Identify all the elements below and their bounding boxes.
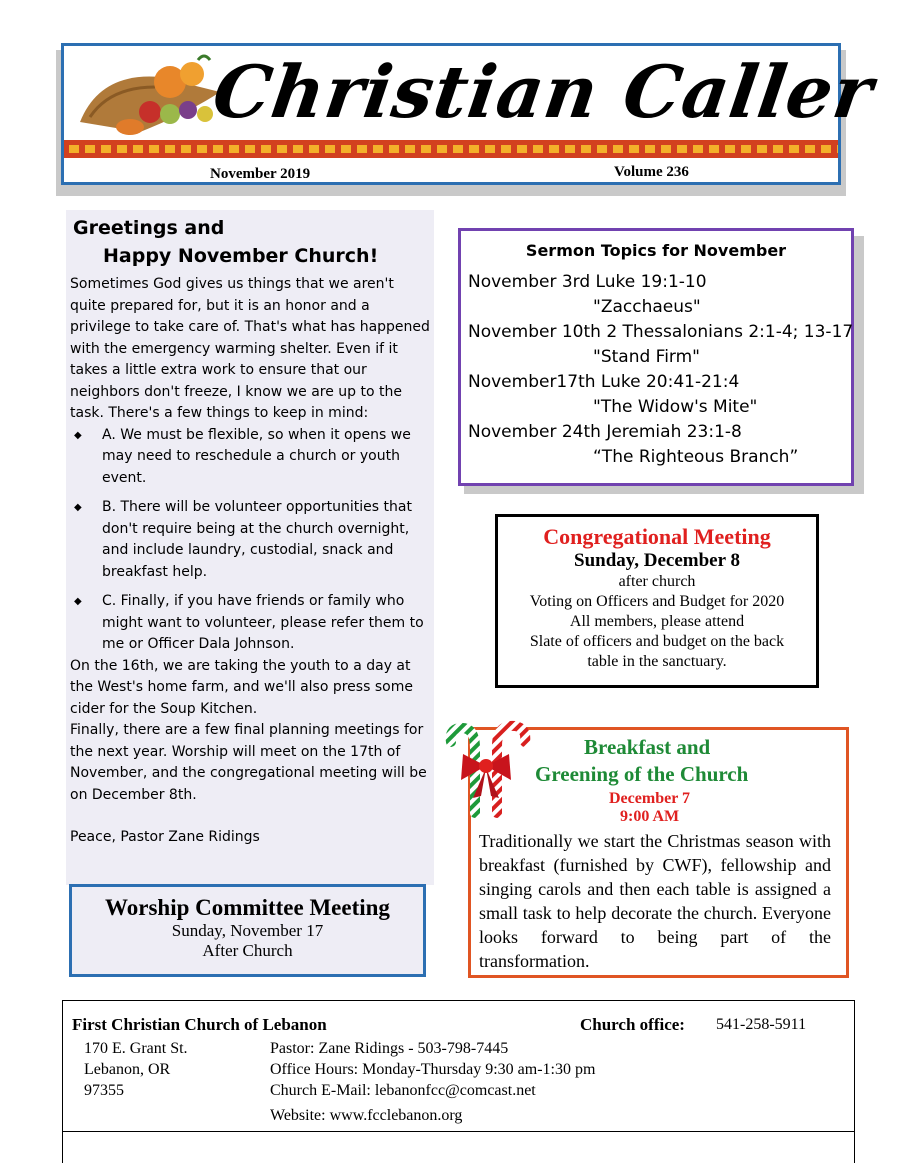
greeting-paragraph: On the 16th, we are taking the youth to a day at the West's home farm, and we'll also press some cider for the Soup Kitchen.	[70, 657, 413, 717]
sermon-topics-box	[458, 228, 854, 486]
volume-number: Volume 236	[614, 164, 689, 180]
greeting-article	[70, 214, 430, 849]
sermon-topic: "The Widow's Mite"	[593, 397, 758, 417]
office-phone-label: Church office:	[580, 1015, 685, 1034]
breakfast-date: December 7	[609, 790, 690, 807]
sermon-reference: November 3rd Luke 19:1-10	[468, 272, 707, 292]
congregational-meeting-title: Congregational Meeting	[543, 524, 771, 549]
diamond-bullet-icon: ◆	[74, 502, 82, 513]
church-website: Website: www.fcclebanon.org	[270, 1107, 463, 1124]
sermon-topic: "Stand Firm"	[593, 347, 700, 367]
issue-date: November 2019	[210, 166, 311, 182]
cornucopia-icon	[70, 52, 222, 142]
sermon-list	[461, 270, 854, 470]
greeting-signoff: Peace, Pastor Zane Ridings	[70, 829, 260, 845]
diamond-bullet-icon: ◆	[74, 596, 82, 607]
sermon-reference: November 24th Jeremiah 23:1-8	[468, 422, 742, 442]
greeting-title: Greetings and	[73, 217, 225, 239]
breakfast-description: Traditionally we start the Christmas season with breakfast (furnished by CWF), fellowship and singing carols and then each table is assigned a small task to help decorate the church. Everyone looks forward to being part of the transformation.	[479, 831, 831, 971]
footer-divider	[62, 1131, 855, 1132]
office-phone: 541-258-5911	[716, 1016, 807, 1033]
congregational-meeting-date: Sunday, December 8	[574, 550, 740, 571]
masthead-title: Christian Caller	[208, 49, 879, 134]
diamond-bullet-icon: ◆	[74, 429, 82, 441]
office-hours: Office Hours: Monday-Thursday 9:30 am-1:30 pm	[270, 1061, 596, 1078]
greeting-paragraph: Finally, there are a few final planning meetings for the next year. Worship will meet on the 17th of November, and the congregational meeting will be on December 8th.	[70, 722, 427, 803]
greeting-intro: Sometimes God gives us things that we aren't quite prepared for, but it is an honor and a privilege to take care of. That's what has happened with the emergency warming shelter. Even if it takes a little extra work to ensure that our neighbors don't freeze, I know we are up to the task. There's a few things to keep in mind:	[70, 276, 430, 421]
worship-meeting-time: After Church	[202, 941, 293, 960]
list-item: ◆ C. Finally, if you have friends or family who might want to volunteer, please refer them to me or Officer Dala Johnson.	[70, 591, 430, 656]
masthead	[61, 43, 879, 185]
church-email: Church E-Mail: lebanonfcc@comcast.net	[270, 1082, 536, 1099]
worship-meeting-box	[69, 884, 426, 977]
sermon-reference: November17th Luke 20:41-21:4	[468, 372, 740, 392]
sermon-reference: November 10th 2 Thessalonians 2:1-4; 13-17	[468, 322, 854, 342]
greeting-subtitle: Happy November Church!	[103, 245, 379, 267]
breakfast-title: Breakfast and	[584, 735, 711, 759]
breakfast-time: 9:00 AM	[620, 808, 680, 825]
candy-cane-bow-icon	[445, 718, 535, 818]
church-name: First Christian Church of Lebanon	[72, 1015, 327, 1034]
breakfast-subtitle: Greening of the Church	[535, 762, 749, 786]
church-contacts	[270, 1038, 595, 1101]
sermon-topic: "Zacchaeus"	[593, 297, 701, 317]
worship-meeting-date: Sunday, November 17	[171, 921, 324, 940]
sermon-title: Sermon Topics for November	[525, 241, 787, 260]
worship-meeting-title: Worship Committee Meeting	[105, 895, 390, 920]
pastor-contact: Pastor: Zane Ridings - 503-798-7445	[270, 1040, 509, 1057]
film-strip-border	[64, 140, 838, 158]
congregational-meeting-box: Congregational Meeting Sunday, December 8 after church Voting on Officers and Budget for 2020 All members, please attend Slate of officers and budget on the back table in the sanctuary.	[495, 514, 819, 688]
list-item: ◆ A. We must be flexible, so when it opens we may need to reschedule a church or youth event.	[70, 425, 430, 490]
sermon-topic: “The Righteous Branch”	[593, 447, 799, 467]
list-item: ◆ B. There will be volunteer opportunities that don't require being at the church overnight, and include laundry, custodial, snack and breakfast help.	[70, 497, 430, 583]
church-address: 170 E. Grant St. Lebanon, OR 97355	[84, 1040, 188, 1099]
